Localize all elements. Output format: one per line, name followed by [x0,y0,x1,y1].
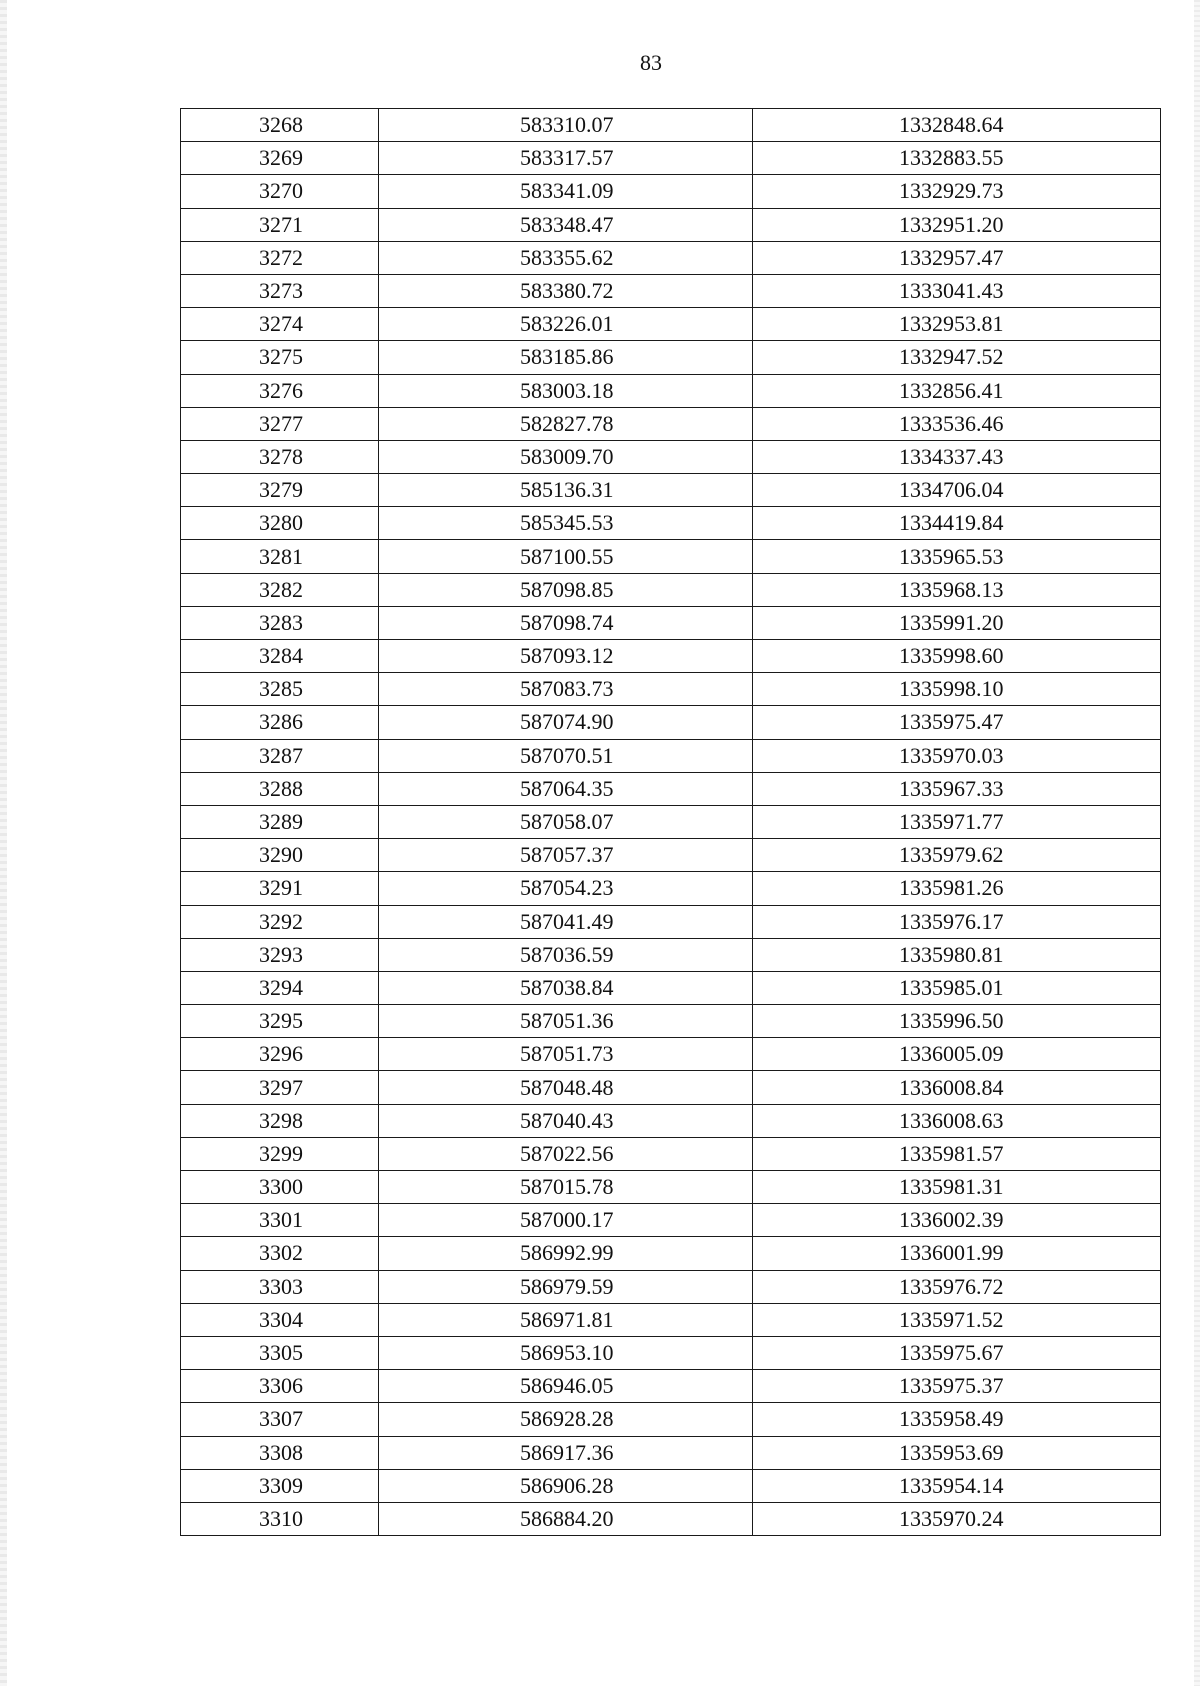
x-coordinate-cell: 587041.49 [379,905,753,938]
y-coordinate-cell: 1336008.63 [753,1104,1161,1137]
x-coordinate-cell: 586953.10 [379,1336,753,1369]
table-row [181,971,1161,1004]
x-coordinate-cell: 586992.99 [379,1237,753,1270]
x-coordinate-cell: 587048.48 [379,1071,753,1104]
x-coordinate-cell: 587051.73 [379,1038,753,1071]
x-coordinate-cell: 587093.12 [379,640,753,673]
point-number-cell: 3305 [181,1336,379,1369]
y-coordinate-cell: 1335975.37 [753,1370,1161,1403]
y-coordinate-cell: 1335980.81 [753,938,1161,971]
x-coordinate-cell: 587058.07 [379,805,753,838]
y-coordinate-cell: 1336002.39 [753,1204,1161,1237]
x-coordinate-cell: 587083.73 [379,673,753,706]
table-row [181,872,1161,905]
table-row [181,640,1161,673]
x-coordinate-cell: 587057.37 [379,839,753,872]
point-number-cell: 3274 [181,308,379,341]
x-coordinate-cell: 583380.72 [379,274,753,307]
y-coordinate-cell: 1335985.01 [753,971,1161,1004]
y-coordinate-cell: 1334419.84 [753,507,1161,540]
table-row [181,1370,1161,1403]
point-number-cell: 3287 [181,739,379,772]
y-coordinate-cell: 1335976.17 [753,905,1161,938]
point-number-cell: 3282 [181,573,379,606]
y-coordinate-cell: 1335971.77 [753,805,1161,838]
point-number-cell: 3297 [181,1071,379,1104]
point-number-cell: 3293 [181,938,379,971]
table-row [181,407,1161,440]
table-row [181,440,1161,473]
scan-edge-right [1194,0,1200,1686]
table-row [181,474,1161,507]
y-coordinate-cell: 1335979.62 [753,839,1161,872]
point-number-cell: 3273 [181,274,379,307]
point-number-cell: 3294 [181,971,379,1004]
x-coordinate-cell: 583355.62 [379,241,753,274]
table-row [181,673,1161,706]
point-number-cell: 3268 [181,109,379,142]
table-row [181,175,1161,208]
point-number-cell: 3271 [181,208,379,241]
point-number-cell: 3298 [181,1104,379,1137]
y-coordinate-cell: 1336001.99 [753,1237,1161,1270]
x-coordinate-cell: 583003.18 [379,374,753,407]
table-row [181,1270,1161,1303]
table-row [181,739,1161,772]
point-number-cell: 3269 [181,142,379,175]
table-row [181,905,1161,938]
table-row [181,938,1161,971]
y-coordinate-cell: 1332947.52 [753,341,1161,374]
table-row [181,1171,1161,1204]
point-number-cell: 3296 [181,1038,379,1071]
y-coordinate-cell: 1332953.81 [753,308,1161,341]
point-number-cell: 3283 [181,606,379,639]
y-coordinate-cell: 1335991.20 [753,606,1161,639]
y-coordinate-cell: 1335968.13 [753,573,1161,606]
table-row [181,540,1161,573]
table-row [181,805,1161,838]
y-coordinate-cell: 1332951.20 [753,208,1161,241]
y-coordinate-cell: 1333536.46 [753,407,1161,440]
x-coordinate-cell: 587051.36 [379,1005,753,1038]
table-row [181,241,1161,274]
y-coordinate-cell: 1335970.24 [753,1502,1161,1535]
y-coordinate-cell: 1335981.31 [753,1171,1161,1204]
x-coordinate-cell: 583226.01 [379,308,753,341]
x-coordinate-cell: 587040.43 [379,1104,753,1137]
table-row [181,1469,1161,1502]
x-coordinate-cell: 587074.90 [379,706,753,739]
point-number-cell: 3304 [181,1303,379,1336]
point-number-cell: 3290 [181,839,379,872]
x-coordinate-cell: 587038.84 [379,971,753,1004]
x-coordinate-cell: 583310.07 [379,109,753,142]
point-number-cell: 3277 [181,407,379,440]
table-row [181,274,1161,307]
y-coordinate-cell: 1335958.49 [753,1403,1161,1436]
table-row [181,142,1161,175]
y-coordinate-cell: 1332957.47 [753,241,1161,274]
x-coordinate-cell: 586946.05 [379,1370,753,1403]
table-row [181,1502,1161,1535]
point-number-cell: 3270 [181,175,379,208]
table-row [181,374,1161,407]
y-coordinate-cell: 1335970.03 [753,739,1161,772]
y-coordinate-cell: 1335953.69 [753,1436,1161,1469]
point-number-cell: 3306 [181,1370,379,1403]
table-row [181,208,1161,241]
point-number-cell: 3302 [181,1237,379,1270]
x-coordinate-cell: 586971.81 [379,1303,753,1336]
x-coordinate-cell: 586906.28 [379,1469,753,1502]
table-row [181,507,1161,540]
table-row [181,1005,1161,1038]
y-coordinate-cell: 1335976.72 [753,1270,1161,1303]
y-coordinate-cell: 1335998.60 [753,640,1161,673]
x-coordinate-cell: 587022.56 [379,1137,753,1170]
x-coordinate-cell: 585345.53 [379,507,753,540]
point-number-cell: 3301 [181,1204,379,1237]
y-coordinate-cell: 1334706.04 [753,474,1161,507]
coordinates-table [180,108,1161,1536]
table-row [181,1336,1161,1369]
table-row [181,1237,1161,1270]
table-row [181,1038,1161,1071]
x-coordinate-cell: 583317.57 [379,142,753,175]
point-number-cell: 3278 [181,440,379,473]
table-row [181,772,1161,805]
x-coordinate-cell: 587015.78 [379,1171,753,1204]
page-number: 83 [640,50,662,75]
table-row [181,1137,1161,1170]
y-coordinate-cell: 1335981.57 [753,1137,1161,1170]
y-coordinate-cell: 1335954.14 [753,1469,1161,1502]
table-row [181,1403,1161,1436]
point-number-cell: 3292 [181,905,379,938]
point-number-cell: 3280 [181,507,379,540]
table-row [181,839,1161,872]
point-number-cell: 3291 [181,872,379,905]
table-row [181,1104,1161,1137]
x-coordinate-cell: 586928.28 [379,1403,753,1436]
point-number-cell: 3285 [181,673,379,706]
y-coordinate-cell: 1335971.52 [753,1303,1161,1336]
x-coordinate-cell: 586979.59 [379,1270,753,1303]
x-coordinate-cell: 585136.31 [379,474,753,507]
y-coordinate-cell: 1332929.73 [753,175,1161,208]
x-coordinate-cell: 587070.51 [379,739,753,772]
point-number-cell: 3300 [181,1171,379,1204]
table-row [181,341,1161,374]
table-row [181,706,1161,739]
table-row [181,109,1161,142]
point-number-cell: 3288 [181,772,379,805]
x-coordinate-cell: 583185.86 [379,341,753,374]
point-number-cell: 3272 [181,241,379,274]
table-row [181,606,1161,639]
table-row [181,1204,1161,1237]
x-coordinate-cell: 587064.35 [379,772,753,805]
table-row [181,308,1161,341]
scan-edge-left [0,0,7,1686]
x-coordinate-cell: 587000.17 [379,1204,753,1237]
x-coordinate-cell: 587100.55 [379,540,753,573]
y-coordinate-cell: 1332856.41 [753,374,1161,407]
coordinates-table-body [181,109,1161,1536]
y-coordinate-cell: 1332848.64 [753,109,1161,142]
y-coordinate-cell: 1335975.47 [753,706,1161,739]
table-row [181,1071,1161,1104]
point-number-cell: 3284 [181,640,379,673]
y-coordinate-cell: 1334337.43 [753,440,1161,473]
x-coordinate-cell: 582827.78 [379,407,753,440]
y-coordinate-cell: 1336005.09 [753,1038,1161,1071]
y-coordinate-cell: 1333041.43 [753,274,1161,307]
point-number-cell: 3299 [181,1137,379,1170]
x-coordinate-cell: 587098.85 [379,573,753,606]
x-coordinate-cell: 587054.23 [379,872,753,905]
y-coordinate-cell: 1332883.55 [753,142,1161,175]
point-number-cell: 3275 [181,341,379,374]
y-coordinate-cell: 1335998.10 [753,673,1161,706]
table-row [181,573,1161,606]
point-number-cell: 3295 [181,1005,379,1038]
point-number-cell: 3281 [181,540,379,573]
table-row [181,1303,1161,1336]
point-number-cell: 3308 [181,1436,379,1469]
x-coordinate-cell: 583009.70 [379,440,753,473]
point-number-cell: 3303 [181,1270,379,1303]
point-number-cell: 3310 [181,1502,379,1535]
point-number-cell: 3276 [181,374,379,407]
table-row [181,1436,1161,1469]
point-number-cell: 3289 [181,805,379,838]
point-number-cell: 3286 [181,706,379,739]
y-coordinate-cell: 1335981.26 [753,872,1161,905]
y-coordinate-cell: 1336008.84 [753,1071,1161,1104]
x-coordinate-cell: 586884.20 [379,1502,753,1535]
point-number-cell: 3307 [181,1403,379,1436]
x-coordinate-cell: 587098.74 [379,606,753,639]
y-coordinate-cell: 1335996.50 [753,1005,1161,1038]
x-coordinate-cell: 586917.36 [379,1436,753,1469]
y-coordinate-cell: 1335975.67 [753,1336,1161,1369]
y-coordinate-cell: 1335965.53 [753,540,1161,573]
point-number-cell: 3279 [181,474,379,507]
x-coordinate-cell: 583348.47 [379,208,753,241]
x-coordinate-cell: 587036.59 [379,938,753,971]
point-number-cell: 3309 [181,1469,379,1502]
y-coordinate-cell: 1335967.33 [753,772,1161,805]
x-coordinate-cell: 583341.09 [379,175,753,208]
